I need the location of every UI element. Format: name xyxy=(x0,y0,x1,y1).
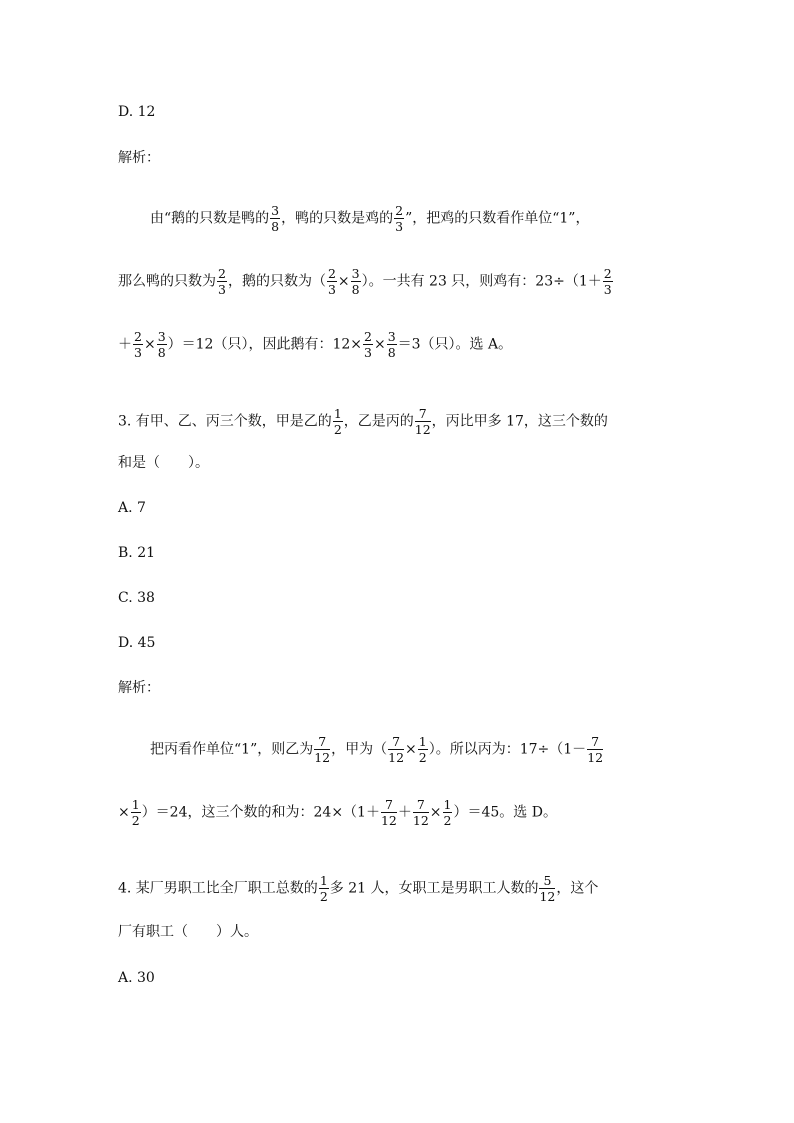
q3-option-c: C. 38 xyxy=(118,590,155,606)
fraction: $\frac{3}{8}$ xyxy=(271,203,280,234)
fraction: $\frac{2}{3}$ xyxy=(603,266,612,297)
fraction: $\frac{3}{8}$ xyxy=(387,329,396,360)
q3-option-a: A. 7 xyxy=(118,500,146,516)
fraction: $\frac{7}{12}$ xyxy=(380,797,397,828)
fraction: $\frac{7}{12}$ xyxy=(314,734,331,765)
fraction: $\frac{7}{12}$ xyxy=(414,406,431,437)
q3-stem-line-2: 和是（ ）。 xyxy=(118,455,209,471)
q4-stem-line-1: 4. 某厂男职工比全厂职工总数的 $\frac{1}{2}$ 多 21 人，女职工是男职工人数的 $\frac{5}{12}$ ，这个 xyxy=(118,873,599,904)
q2-analysis-label: 解析： xyxy=(118,150,160,166)
fraction: $\frac{2}{3}$ xyxy=(395,203,404,234)
fraction: $\frac{7}{12}$ xyxy=(388,734,405,765)
q4-option-a: A. 30 xyxy=(118,970,155,986)
fraction: $\frac{2}{3}$ xyxy=(364,329,372,360)
q3-analysis-line-1: 把丙看作单位“1”，则乙为 $\frac{7}{12}$ ，甲为（ $\frac{7}{12}$ × $\frac{1}{2}$ ）。所以丙为：17÷（1－ $\frac{7}{12}$ xyxy=(150,734,604,765)
fraction: $\frac{1}{2}$ xyxy=(418,734,427,765)
fraction: $\frac{2}{3}$ xyxy=(327,266,336,297)
fraction: $\frac{2}{3}$ xyxy=(218,266,226,297)
q2-analysis-line-3: ＋ $\frac{2}{3}$ × $\frac{3}{8}$ ）＝12（只），因此鹅有：12× $\frac{2}{3}$ × $\frac{3}{8}$ ＝3（只）。选 A。 xyxy=(118,329,513,360)
fraction: $\frac{1}{2}$ xyxy=(333,406,342,437)
fraction: $\frac{7}{12}$ xyxy=(587,734,604,765)
fraction: $\frac{7}{12}$ xyxy=(412,797,429,828)
fraction: $\frac{3}{8}$ xyxy=(157,329,166,360)
q3-analysis-label: 解析： xyxy=(118,680,160,696)
fraction: $\frac{3}{8}$ xyxy=(351,266,360,297)
q4-stem-line-2: 厂有职工（ ）人。 xyxy=(118,924,258,940)
q2-analysis-line-2: 那么鸭的只数为 $\frac{2}{3}$ ，鹅的只数为（ $\frac{2}{3}$ × $\frac{3}{8}$ ）。一共有 23 只，则鸡有：23÷（1＋ $\frac{2}{3}$ xyxy=(118,266,612,297)
q2-analysis-line-1: 由“鹅的只数是鸭的 $\frac{3}{8}$ ，鸭的只数是鸡的 $\frac{2}{3}$ ”，把鸡的只数看作单位“1”， xyxy=(150,203,590,234)
q3-option-b: B. 21 xyxy=(118,545,156,561)
fraction: $\frac{1}{2}$ xyxy=(131,797,140,828)
fraction: $\frac{1}{2}$ xyxy=(443,797,452,828)
q3-option-d: D. 45 xyxy=(118,635,156,651)
fraction: $\frac{5}{12}$ xyxy=(539,873,556,904)
fraction: $\frac{2}{3}$ xyxy=(134,329,142,360)
q3-analysis-line-2: × $\frac{1}{2}$ ）＝24，这三个数的和为：24×（1＋ $\frac{7}{12}$ ＋ $\frac{7}{12}$ × $\frac{1}{2}$ ）＝45。选 D。 xyxy=(118,797,557,828)
fraction: $\frac{1}{2}$ xyxy=(319,873,328,904)
q2-option-d: D. 12 xyxy=(118,104,156,120)
q3-stem-line-1: 3. 有甲、乙、丙三个数，甲是乙的 $\frac{1}{2}$ ，乙是丙的 $\frac{7}{12}$ ，丙比甲多 17，这三个数的 xyxy=(118,406,608,437)
